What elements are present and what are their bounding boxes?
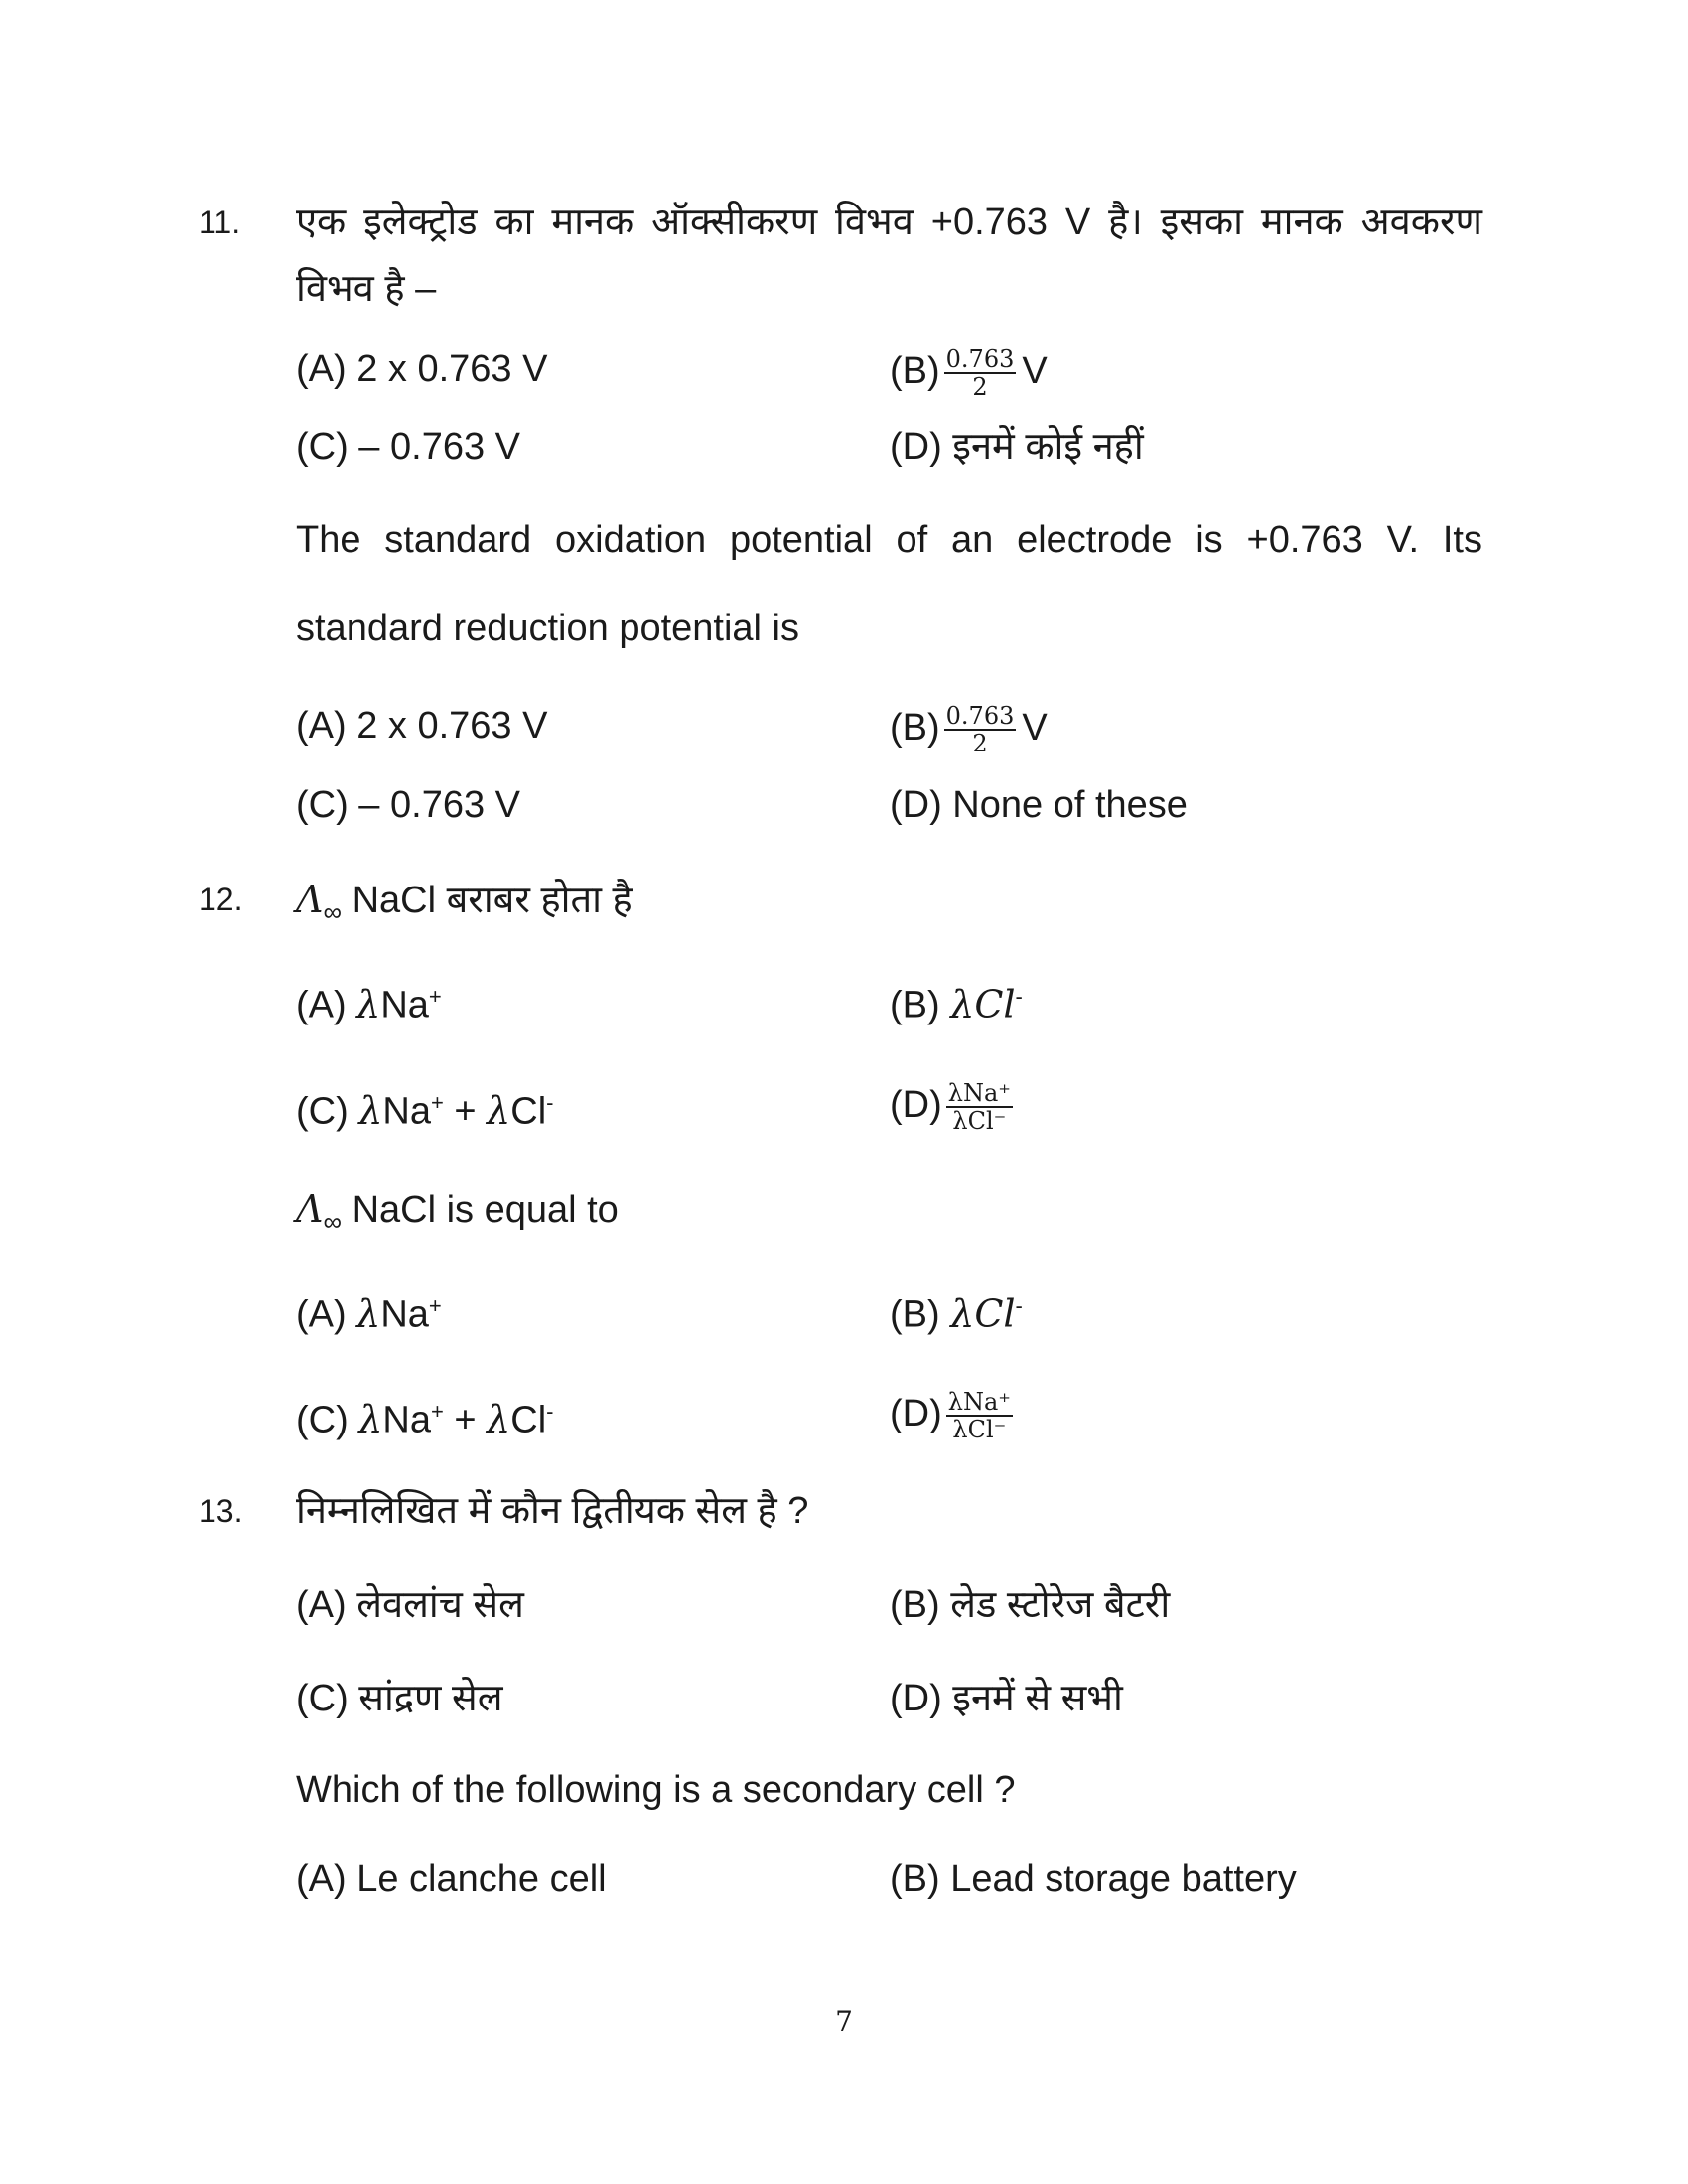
question-text-hindi-cont: विभव है – bbox=[296, 268, 437, 310]
lambda: λ bbox=[950, 982, 975, 1026]
numerator: 0.763 bbox=[945, 345, 1015, 373]
denominator: 2 bbox=[972, 730, 988, 757]
question-text-hindi: निम्नलिखित में कौन द्वितीयक सेल है ? bbox=[296, 1490, 809, 1532]
option-c bbox=[296, 1389, 553, 1443]
plus: + bbox=[443, 1399, 488, 1441]
molar-conductivity-symbol: Λ bbox=[296, 1187, 324, 1231]
option-label: (A) bbox=[296, 984, 347, 1026]
ion: Cl bbox=[510, 1090, 547, 1133]
question-text-english-cont: standard reduction potential is bbox=[296, 608, 799, 649]
charge: + bbox=[431, 1399, 444, 1424]
option-a bbox=[296, 1284, 442, 1338]
option-b bbox=[890, 346, 1048, 400]
infinity-subscript: ∞ bbox=[323, 1206, 342, 1237]
option-d bbox=[890, 1389, 1019, 1442]
option-d: (D) None of these bbox=[890, 784, 1188, 826]
lambda: λ bbox=[487, 1088, 511, 1133]
question-text-english bbox=[296, 1186, 619, 1245]
ion: Cl bbox=[510, 1399, 547, 1441]
option-a: (A) 2 x 0.763 V bbox=[296, 705, 548, 747]
option-label: (B) bbox=[890, 984, 940, 1026]
denominator: 2 bbox=[972, 373, 988, 401]
fraction bbox=[944, 703, 1017, 756]
option-a: (A) 2 x 0.763 V bbox=[296, 348, 548, 390]
plus: + bbox=[443, 1090, 488, 1133]
ion: Cl bbox=[974, 982, 1016, 1026]
text: NaCl बराबर होता है bbox=[352, 880, 633, 921]
numerator: 0.763 bbox=[945, 702, 1015, 730]
option-b bbox=[890, 974, 1023, 1028]
option-c: (C) – 0.763 V bbox=[296, 426, 520, 468]
option-d: (D) इनमें कोई नहीं bbox=[890, 426, 1144, 468]
option-b bbox=[890, 1284, 1023, 1338]
lambda: λ bbox=[950, 1292, 975, 1336]
fraction bbox=[944, 346, 1017, 400]
lambda: λ bbox=[487, 1397, 511, 1441]
option-label: (A) bbox=[296, 1294, 347, 1336]
numerator: λNa⁺ bbox=[947, 1079, 1011, 1107]
ion: Na bbox=[382, 1399, 431, 1441]
question-text-hindi: एक इलेक्ट्रोड का मानक ऑक्सीकरण विभव +0.763 V है। इसका मानक अवकरण bbox=[296, 202, 1482, 243]
option-a: (A) Le clanche cell bbox=[296, 1858, 607, 1900]
unit: V bbox=[1022, 707, 1048, 750]
option-label: (B) bbox=[890, 350, 940, 393]
charge: + bbox=[428, 984, 442, 1009]
fraction bbox=[946, 1080, 1013, 1134]
denominator: λCl⁻ bbox=[952, 1107, 1007, 1135]
option-d bbox=[890, 1080, 1019, 1134]
charge: - bbox=[1015, 984, 1023, 1009]
question-text-hindi bbox=[296, 877, 633, 935]
question-text-english: The standard oxidation potential of an electrode is +0.763 V. Its bbox=[296, 519, 1482, 561]
ion: Na bbox=[382, 1090, 431, 1133]
question-text-english: Which of the following is a secondary cell ? bbox=[296, 1769, 1016, 1811]
charge: - bbox=[546, 1090, 554, 1115]
option-b bbox=[890, 703, 1048, 756]
ion: Na bbox=[380, 1294, 429, 1336]
option-a: (A) लेवलांच सेल bbox=[296, 1584, 524, 1626]
option-b: (B) Lead storage battery bbox=[890, 1858, 1297, 1900]
option-label: (D) bbox=[890, 1084, 942, 1127]
question-number: 13. bbox=[199, 1493, 243, 1529]
option-label: (D) bbox=[890, 1393, 942, 1435]
lambda: λ bbox=[358, 1088, 383, 1133]
ion: Cl bbox=[974, 1292, 1016, 1336]
option-b: (B) लेड स्टोरेज बैटरी bbox=[890, 1584, 1171, 1626]
unit: V bbox=[1022, 350, 1048, 393]
charge: - bbox=[1015, 1294, 1023, 1318]
numerator: λNa⁺ bbox=[947, 1388, 1011, 1416]
fraction bbox=[946, 1389, 1013, 1442]
lambda: λ bbox=[358, 1397, 383, 1441]
option-c: (C) – 0.763 V bbox=[296, 784, 520, 826]
option-label: (B) bbox=[890, 1294, 940, 1336]
denominator: λCl⁻ bbox=[952, 1416, 1007, 1443]
page-number: 7 bbox=[835, 2005, 853, 2038]
option-label: (B) bbox=[890, 707, 940, 750]
molar-conductivity-symbol: Λ bbox=[296, 878, 324, 921]
question-number: 12. bbox=[199, 882, 243, 917]
option-c: (C) सांद्रण सेल bbox=[296, 1678, 503, 1719]
charge: + bbox=[428, 1294, 442, 1318]
infinity-subscript: ∞ bbox=[323, 896, 342, 927]
ion: Na bbox=[380, 984, 429, 1026]
charge: - bbox=[546, 1399, 554, 1424]
option-d: (D) इनमें से सभी bbox=[890, 1678, 1123, 1719]
lambda: λ bbox=[356, 982, 381, 1026]
lambda: λ bbox=[356, 1292, 381, 1336]
option-c bbox=[296, 1080, 553, 1135]
question-number: 11. bbox=[199, 205, 241, 240]
charge: + bbox=[431, 1090, 444, 1115]
text: NaCl is equal to bbox=[352, 1189, 619, 1231]
option-label: (C) bbox=[296, 1399, 349, 1441]
option-label: (C) bbox=[296, 1090, 349, 1133]
option-a bbox=[296, 974, 442, 1028]
